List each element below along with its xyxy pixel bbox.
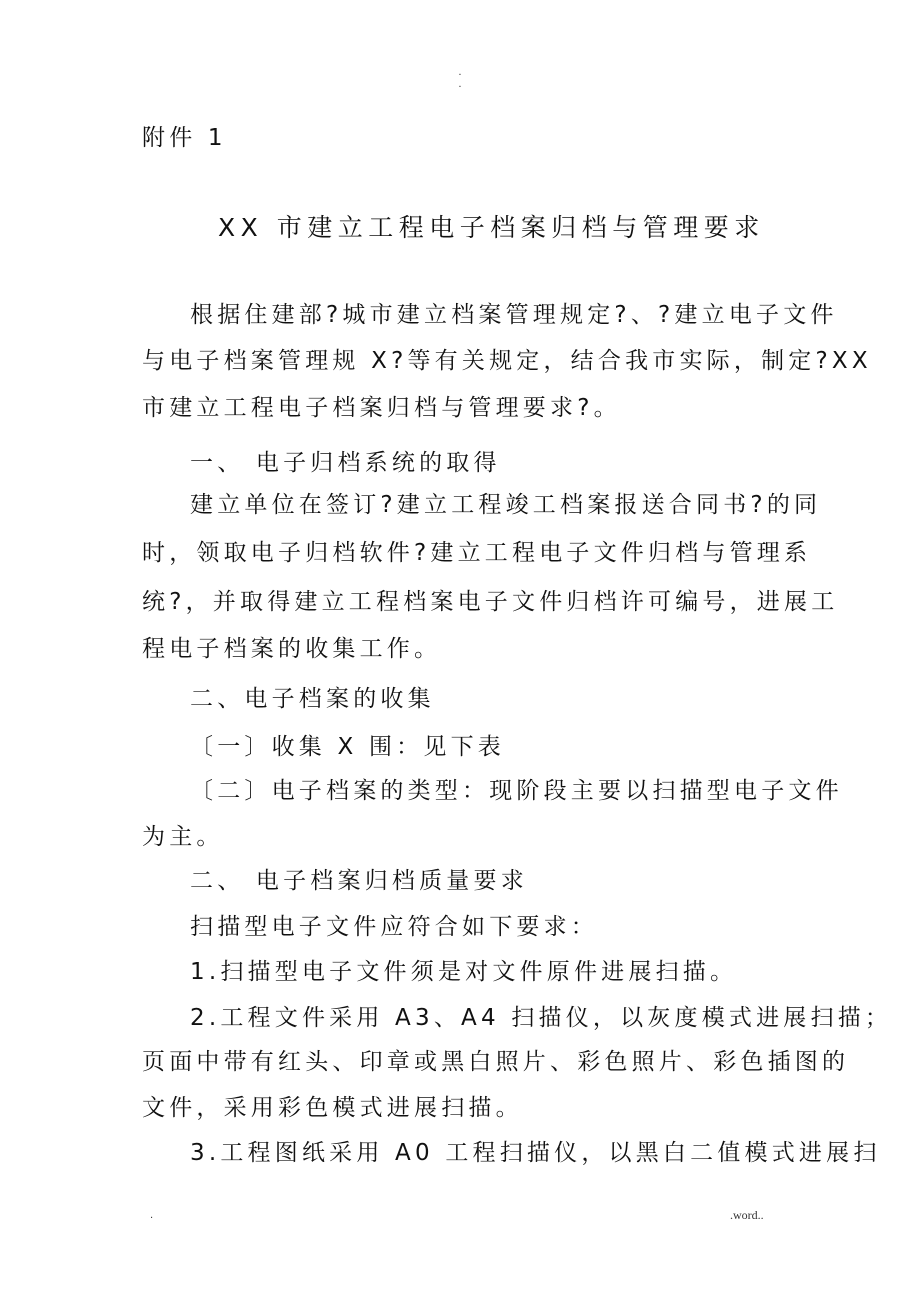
footer-left-mark: . [150,1210,154,1221]
section-heading: 二、 电子档案归档质量要求 [190,868,528,894]
section-heading: 二、电子档案的收集 [190,686,435,712]
paragraph-line: 市建立工程电子档案归档与管理要求?。 [142,395,621,421]
section-heading: 一、 电子归档系统的取得 [190,450,501,476]
paragraph-line: 扫描型电子文件应符合如下要求： [190,914,598,940]
paragraph-line: 与电子档案管理规 X?等有关规定，结合我市实际，制定?XX [142,348,872,374]
paragraph-line: 文件，采用彩色模式进展扫描。 [142,1095,523,1121]
paragraph-line: 〔一〕收集 X 围：见下表 [190,734,505,760]
paragraph-line: 根据住建部?城市建立档案管理规定?、?建立电子文件 [190,302,838,328]
paragraph-line: 〔二〕电子档案的类型：现阶段主要以扫描型电子文件 [190,778,843,804]
header-dot: · [458,82,462,93]
list-item: 1.扫描型电子文件须是对文件原件进展扫描。 [190,959,738,985]
paragraph-line: 统?，并取得建立工程档案电子文件归档许可编号，进展工 [142,589,839,615]
paragraph-line: 页面中带有红头、印章或黑白照片、彩色照片、彩色插图的 [142,1049,850,1075]
paragraph-line: 建立单位在签订?建立工程竣工档案报送合同书?的同 [190,492,822,518]
list-item: 2.工程文件采用 A3、A4 扫描仪，以灰度模式进展扫描； [190,1005,893,1031]
document-title: XX 市建立工程电子档案归档与管理要求 [218,213,765,242]
paragraph-line: 为主。 [142,824,224,850]
paragraph-line: 时，领取电子归档软件?建立工程电子文件归档与管理系 [142,540,812,566]
footer-word-mark: .word.. [730,1208,764,1222]
list-item: 3.工程图纸采用 A0 工程扫描仪，以黑白二值模式进展扫 [190,1140,881,1166]
attachment-label: 附件 1 [142,125,227,151]
paragraph-line: 程电子档案的收集工作。 [142,636,442,662]
header-dot: · [458,70,462,81]
header-marks [452,70,468,94]
